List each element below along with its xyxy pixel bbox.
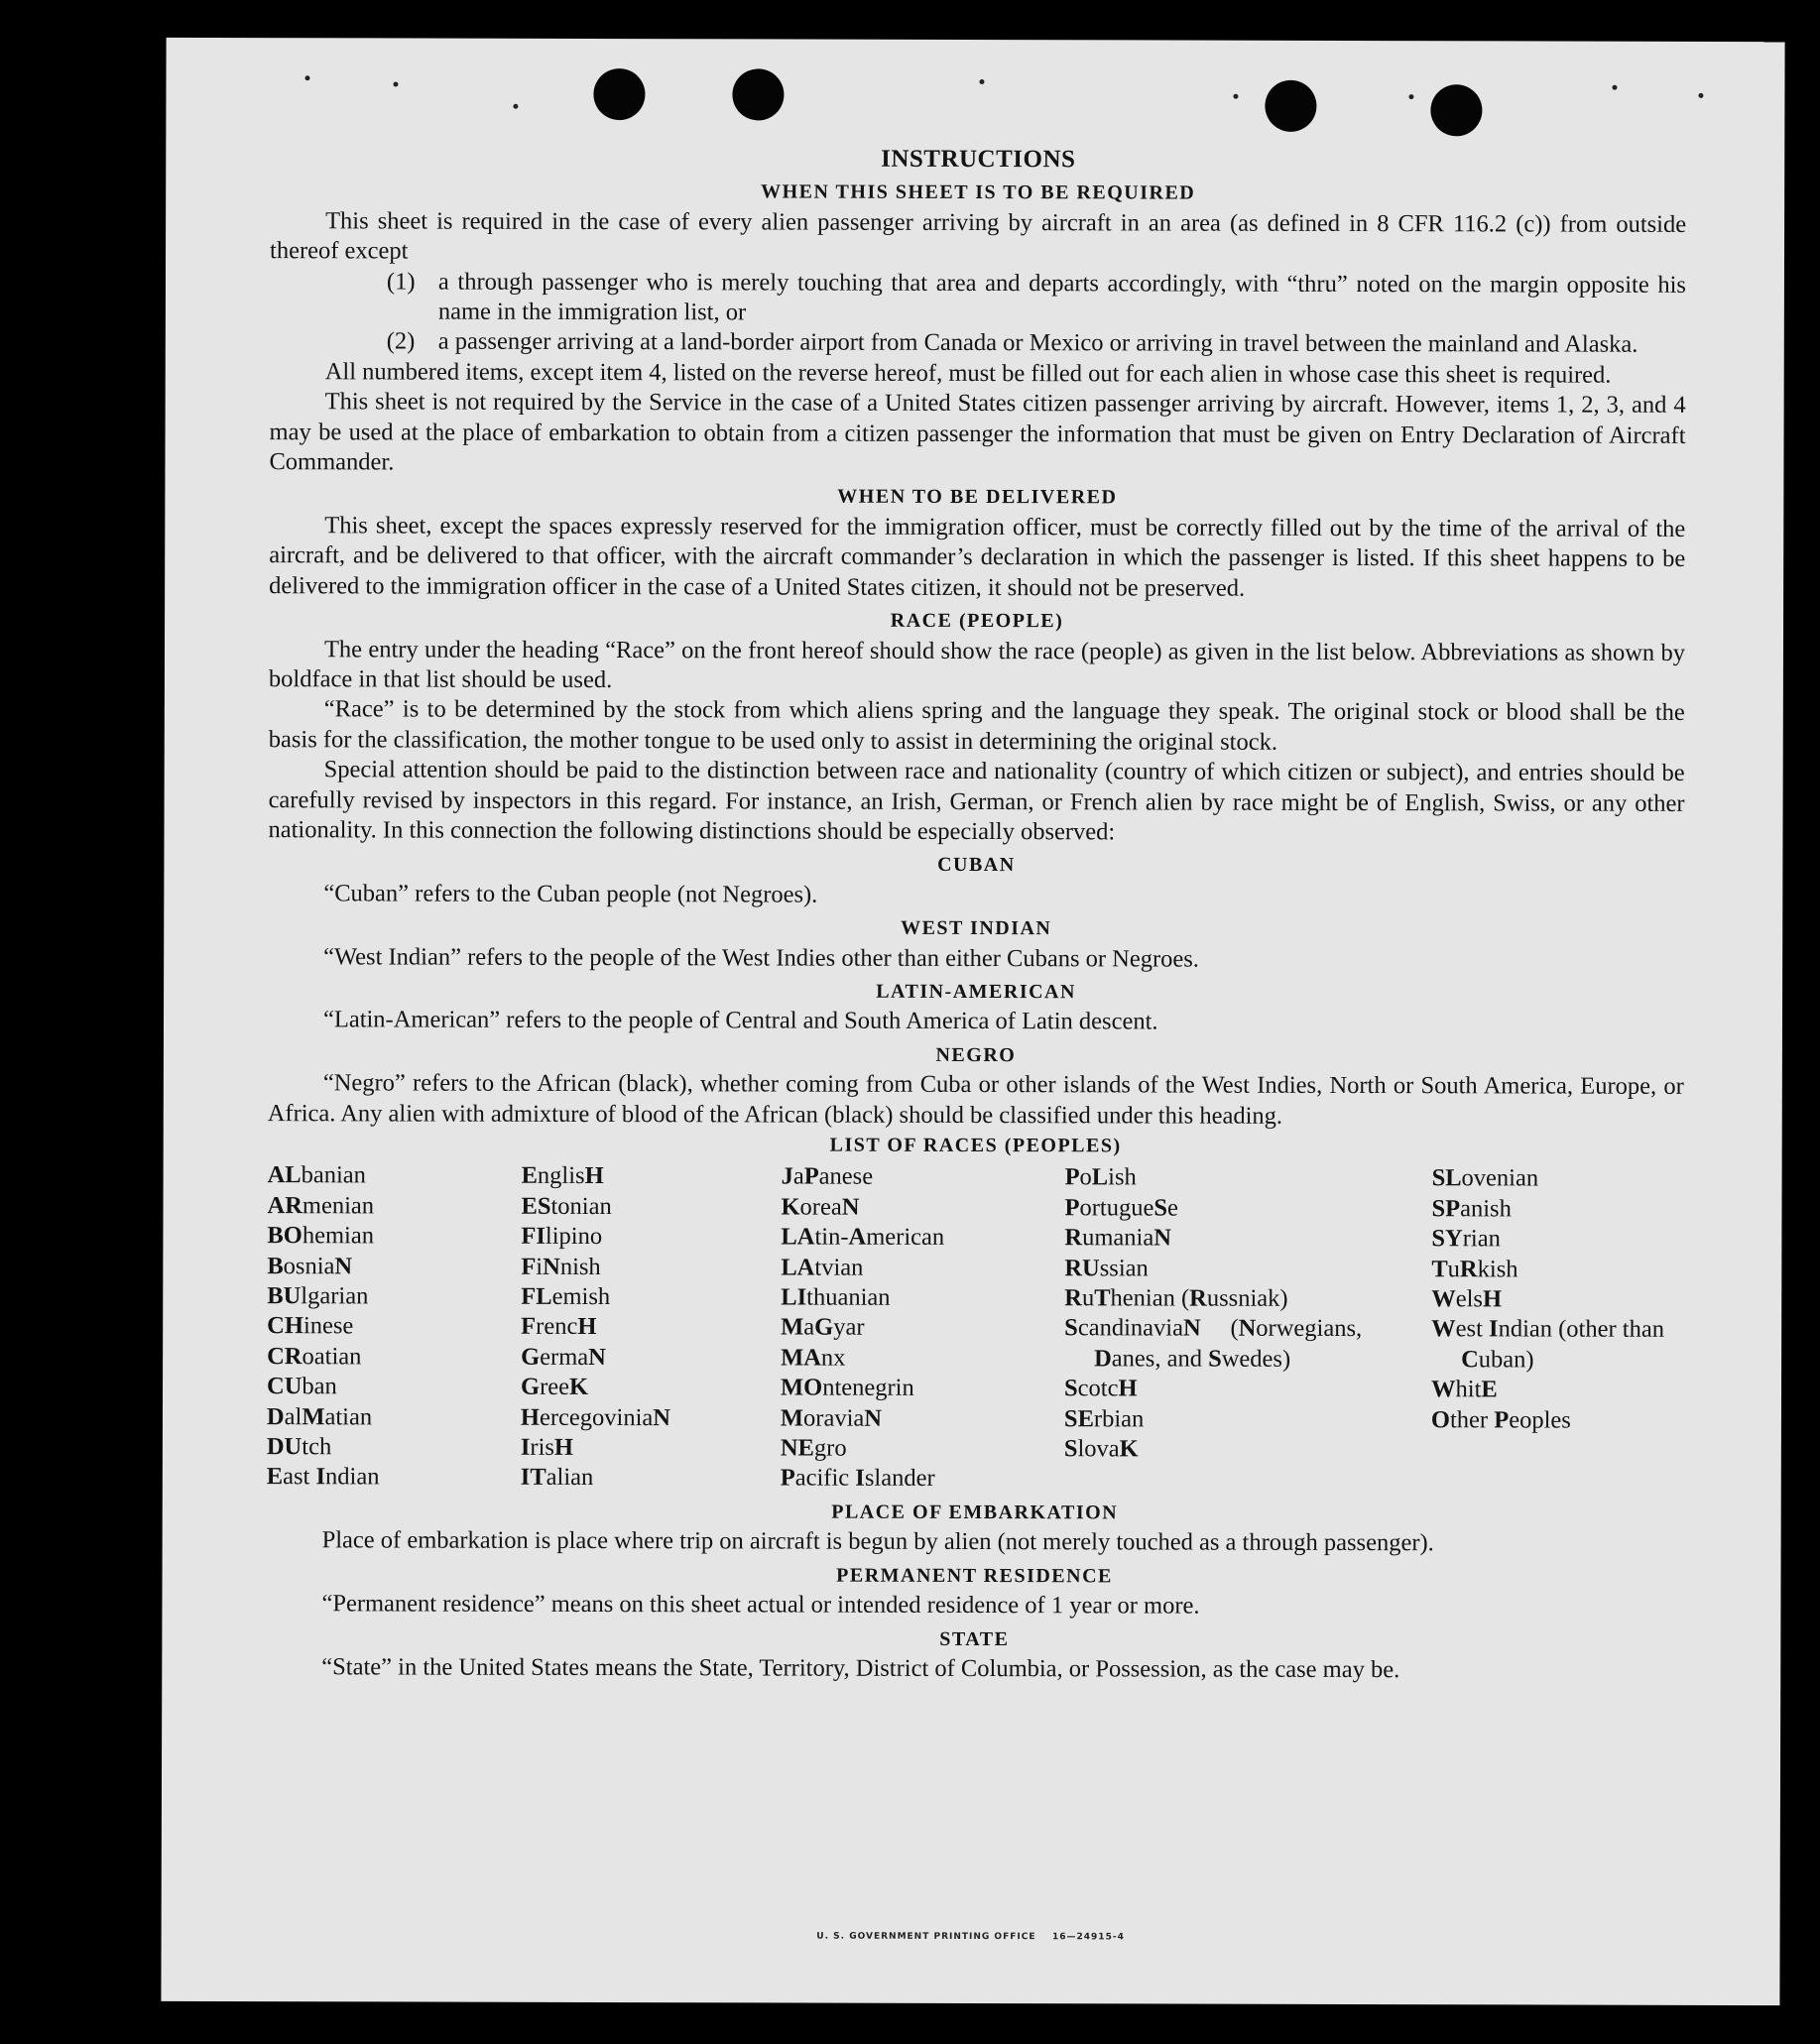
race-entry: ScandinaviaN (Norwegians, Danes, and Swedes) xyxy=(1064,1314,1363,1373)
race-entry: LAtin-American xyxy=(781,1223,945,1252)
race-entry: JaPanese xyxy=(781,1162,874,1191)
speck xyxy=(1612,85,1617,90)
race-entry: CHinese xyxy=(267,1312,354,1340)
para-delivered: This sheet, except the spaces expressly reserved for the immigration officer, must be correctly filled out by the time of the arrival of the aircraft, and be delivered to that officer, with the aircraft commander’s declaration in which the passenger is listed. If this sheet happens to be delivered to the immigration officer in the case of a United States citizen, it should not be preserved. xyxy=(269,512,1686,602)
race-entry: NEgro xyxy=(780,1434,847,1462)
race-entry: WhitE xyxy=(1430,1376,1498,1403)
heading-when-delivered: WHEN TO BE DELIVERED xyxy=(837,486,1118,509)
doc-title: INSTRUCTIONS xyxy=(881,145,1076,174)
heading-latin-american: LATIN-AMERICAN xyxy=(876,980,1076,1004)
punch-hole xyxy=(1265,80,1316,132)
races-table xyxy=(267,1161,1684,1497)
race-entry: EStonian xyxy=(521,1192,612,1220)
para-race-1: The entry under the heading “Race” on the front hereof should show the race (people) as given in the list below. Abbreviations as shown by boldface in that list should be used. xyxy=(268,635,1686,693)
heading-cuban: CUBAN xyxy=(937,854,1016,877)
race-entry: MaGyar xyxy=(781,1313,865,1342)
para-embarkation: Place of embarkation is place where trip on aircraft is begun by alien (not merely touched as a through passenger). xyxy=(321,1526,1434,1557)
race-entry: CRoatian xyxy=(267,1342,362,1371)
race-entry: BosniaN xyxy=(267,1252,353,1279)
document-body xyxy=(266,141,1686,1686)
exception-item xyxy=(270,267,1686,331)
race-entry: DUtch xyxy=(266,1433,332,1461)
races-column xyxy=(521,1161,782,1494)
race-entry: FiNnish xyxy=(521,1253,601,1280)
race-entry: FIlipino xyxy=(521,1223,603,1251)
race-entry: SPanish xyxy=(1431,1195,1512,1223)
para-cuban: “Cuban” refers to the Cuban people (not Negroes). xyxy=(323,880,818,908)
punch-hole xyxy=(593,68,645,120)
race-entry: MAnx xyxy=(781,1344,846,1372)
race-entry: SlovaK xyxy=(1063,1435,1139,1463)
race-entry: MoraviaN xyxy=(780,1404,883,1432)
race-entry: ScotcH xyxy=(1063,1375,1138,1402)
exception-number: (1) xyxy=(386,268,416,296)
para-race-3: Special attention should be paid to the distinction between race and nationality (country of which citizen or subject), and entries should be carefully revised by inspectors in this regard. For instance, an Irish, German, or French alien by race might be of English, Swiss, or any other nationality. In this connection the following distinctions should be especially observed: xyxy=(268,756,1685,846)
race-entry: FrencH xyxy=(521,1313,597,1341)
race-entry: IrisH xyxy=(520,1433,574,1462)
para-state: “State” in the United States means the State, Territory, District of Columbia, or Possession, as the case may be. xyxy=(321,1653,1400,1684)
race-entry: PoLish xyxy=(1064,1163,1137,1191)
race-entry: WelsH xyxy=(1431,1285,1503,1313)
exception-text: a through passenger who is merely touching that area and departs accordingly, with “thru” noted on the margin opposite his name in the immigration list, or xyxy=(437,268,1686,326)
race-entry: HercegoviniaN xyxy=(520,1403,671,1431)
heading-state: STATE xyxy=(939,1627,1010,1650)
races-column xyxy=(781,1162,1065,1495)
race-entry: ITalian xyxy=(520,1464,594,1492)
races-column xyxy=(1064,1163,1363,1496)
race-entry: ARmenian xyxy=(267,1191,375,1220)
para-citizen: This sheet is not required by the Service in the case of a United States citizen passenger arriving by aircraft. However, items 1, 2, 3, and 4 may be used at the place of embarkation to obtain from a citizen passenger the information that must be given on Entry Declaration of Aircraft Commander. xyxy=(269,388,1686,476)
para-race-2: “Race” is to be determined by the stock from which aliens spring and the language they speak. The original stock or blood shall be the basis for the classification, the mother tongue to be used only to assist in determining the original stock. xyxy=(268,695,1685,756)
printer-imprint: U. S. GOVERNMENT PRINTING OFFICE 16—24915-4 xyxy=(816,1931,1125,1943)
speck xyxy=(393,81,398,86)
para-negro: “Negro” refers to the African (black), whether coming from Cuba or other islands of the West Indies, North or South America, Europe, or Africa. Any alien with admixture of blood of the African (black) should be classified under this heading. xyxy=(267,1069,1684,1130)
race-entry: LAtvian xyxy=(781,1254,864,1281)
para-required-intro: This sheet is required in the case of every alien passenger arriving by aircraft in an area (as defined in 8 CFR 116.2 (c)) from outside thereof except xyxy=(269,207,1687,265)
race-entry: EnglisH xyxy=(521,1162,604,1190)
para-residence: “Permanent residence” means on this sheet actual or intended residence of 1 year or more. xyxy=(321,1590,1200,1620)
heading-when-required: WHEN THIS SHEET IS TO BE REQUIRED xyxy=(761,180,1196,204)
punch-hole xyxy=(732,68,784,120)
race-entry: BUlgarian xyxy=(267,1282,369,1310)
speck xyxy=(1698,93,1703,98)
speck xyxy=(979,79,984,84)
race-entry: TuRkish xyxy=(1431,1255,1518,1283)
races-column xyxy=(267,1161,522,1494)
race-entry: RUssian xyxy=(1064,1254,1149,1282)
race-entry: SErbian xyxy=(1063,1404,1145,1433)
race-entry: KoreaN xyxy=(781,1193,860,1221)
race-entry: RuThenian (Russniak) xyxy=(1064,1284,1288,1312)
para-west-indian: “West Indian” refers to the people of the West Indies other than either Cubans or Negroes. xyxy=(323,942,1199,973)
race-entry: West Indian (other than Cuban) xyxy=(1431,1315,1665,1374)
race-entry: East Indian xyxy=(266,1463,380,1491)
race-entry: GreeK xyxy=(520,1374,589,1401)
para-numbered-items: All numbered items, except item 4, listed on the reverse hereof, must be filled out for each alien in whose case this sheet is required. xyxy=(324,358,1612,389)
exception-number: (2) xyxy=(386,327,416,355)
race-entry: DalMatian xyxy=(266,1402,373,1431)
speck xyxy=(304,75,309,80)
race-entry: BOhemian xyxy=(267,1222,374,1250)
race-entry: ALbanian xyxy=(267,1161,366,1189)
race-entry: LIthuanian xyxy=(781,1283,891,1311)
speck xyxy=(1233,94,1238,99)
exception-text: a passenger arriving at a land-border airport from Canada or Mexico or arriving in travel between the mainland and Alaska. xyxy=(437,328,1638,359)
race-entry: GermaN xyxy=(521,1343,606,1371)
race-entry: RumaniaN xyxy=(1064,1224,1171,1252)
document-sheet xyxy=(161,38,1784,2005)
heading-race: RACE (PEOPLE) xyxy=(890,609,1064,633)
races-column xyxy=(1431,1164,1684,1497)
race-entry: CUban xyxy=(266,1373,337,1400)
speck xyxy=(513,104,518,109)
para-latin-american: “Latin-American” refers to the people of Central and South America of Latin descent. xyxy=(322,1006,1158,1035)
race-entry: MOntenegrin xyxy=(780,1374,914,1402)
race-entry: PortugueSe xyxy=(1064,1194,1178,1222)
exception-item xyxy=(270,327,1686,361)
race-entry: FLemish xyxy=(521,1282,611,1311)
heading-list-of-races: LIST OF RACES (PEOPLES) xyxy=(829,1134,1122,1157)
heading-negro: NEGRO xyxy=(935,1043,1017,1066)
speck xyxy=(1408,94,1413,99)
race-entry: Pacific Islander xyxy=(780,1464,935,1493)
race-entry: SYrian xyxy=(1431,1225,1501,1253)
heading-west-indian: WEST INDIAN xyxy=(901,916,1052,940)
race-entry: SLovenian xyxy=(1431,1164,1539,1192)
race-entry: Other Peoples xyxy=(1430,1405,1571,1434)
heading-embarkation: PLACE OF EMBARKATION xyxy=(831,1501,1119,1524)
heading-residence: PERMANENT RESIDENCE xyxy=(836,1564,1113,1588)
punch-hole xyxy=(1430,84,1482,136)
